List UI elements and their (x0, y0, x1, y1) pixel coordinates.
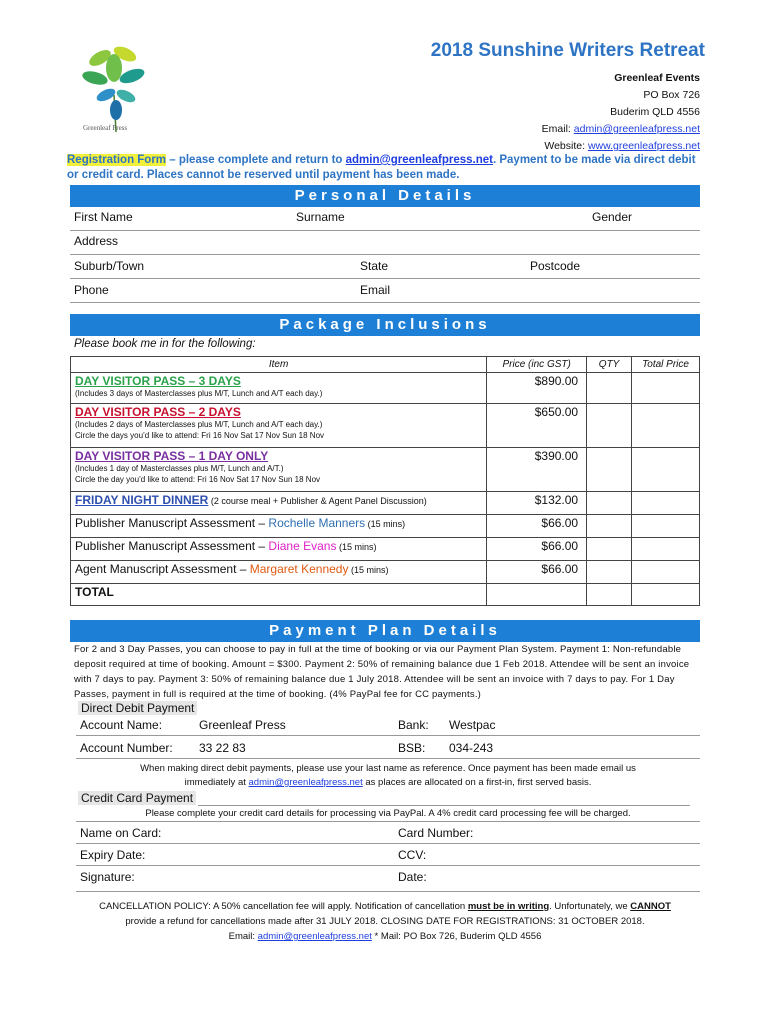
account-number-label: Account Number: (80, 741, 173, 755)
total-label: TOTAL (71, 584, 487, 606)
cancel-text: CANCELLATION POLICY: A 50% cancellation fee will apply. Notification of cancellation (99, 901, 468, 912)
dinner-name: FRIDAY NIGHT DINNER (75, 493, 209, 507)
table-row (71, 538, 700, 561)
payment-plan-text: For 2 and 3 Day Passes, you can choose to pay in full at the time of booking or via our Payment Plan System. Payment 1: Non-refundable deposit required at time of booking. Amount = $300. Payment 2: 50% of remaining balance due 1 Feb 2018. Attendee will be sent an invoice with 7 days to pay. Payment 3: 50% of remaining balance due 1 July 2018. Attendee will be sent an invoice with 7 days to pay. For 1 Day Passes, payment in full is required at the time of booking. (4% PayPal fee for CC payments.) (74, 644, 690, 700)
qty-cell[interactable] (587, 448, 632, 492)
item-price: $390.00 (487, 448, 587, 492)
cancel-email-link[interactable]: admin@greenleafpress.net (257, 931, 372, 942)
assessor-name: Margaret Kennedy (249, 562, 349, 576)
phone-label: Phone (74, 283, 109, 297)
table-row (71, 515, 700, 538)
account-name-label: Account Name: (80, 718, 163, 732)
total-cell[interactable] (632, 404, 700, 448)
cancel-text: . Unfortunately, we (549, 901, 631, 912)
cancel-line-3 (70, 929, 700, 944)
direct-debit-title (78, 701, 197, 715)
table-header-row (71, 357, 700, 373)
item-price: $132.00 (487, 492, 587, 515)
registration-instructions (67, 153, 707, 183)
item-price: $66.00 (487, 561, 587, 584)
col-total: Total Price (632, 357, 700, 373)
divider (76, 843, 700, 844)
divider (198, 805, 690, 806)
item-note: (Includes 3 days of Masterclasses plus M/T, Lunch and A/T each day.) (75, 389, 323, 398)
grand-total-cell[interactable] (632, 584, 700, 606)
cancel-bold: CANNOT (630, 901, 671, 912)
cancel-line-1 (70, 899, 700, 914)
email-label: Email: (541, 123, 574, 135)
signature-label: Signature: (80, 870, 135, 884)
assess-prefix: Publisher Manuscript Assessment – (75, 516, 269, 530)
item-name: DAY VISITOR PASS – 3 DAYS (75, 374, 241, 388)
email-label: Email: (228, 931, 258, 942)
bsb-label: BSB: (398, 741, 426, 755)
postcode-label: Postcode (530, 259, 581, 273)
dd-email-link[interactable]: admin@greenleafpress.net (248, 777, 363, 788)
assess-note: (15 mins) (365, 519, 406, 529)
date-label: Date: (398, 870, 427, 884)
personal-details-banner: Personal Details (70, 185, 700, 207)
item-price: $890.00 (487, 373, 587, 404)
assessor-name: Diane Evans (268, 539, 337, 553)
name-on-card-label: Name on Card: (80, 826, 162, 840)
state-label: State (360, 259, 389, 273)
cancel-line-2: provide a refund for cancellations made after 31 JULY 2018. CLOSING DATE FOR REGISTRATIONS: 31 OCTOBER 2018. (125, 916, 645, 927)
gender-label: Gender (592, 210, 633, 224)
empty-cell (487, 584, 587, 606)
total-cell[interactable] (632, 538, 700, 561)
col-item: Item (71, 357, 487, 373)
total-cell[interactable] (632, 561, 700, 584)
qty-cell[interactable] (587, 373, 632, 404)
expiry-date-label: Expiry Date: (80, 848, 146, 862)
qty-cell[interactable] (587, 492, 632, 515)
payment-plan-banner: Payment Plan Details (70, 620, 700, 642)
total-cell[interactable] (632, 373, 700, 404)
bsb-value: 034-243 (449, 741, 494, 755)
qty-cell[interactable] (587, 538, 632, 561)
cancellation-policy (70, 899, 700, 944)
cancel-bold: must be in writing (467, 901, 550, 912)
item-price: $66.00 (487, 538, 587, 561)
table-row (71, 492, 700, 515)
org-email-link[interactable]: admin@greenleafpress.net (573, 123, 700, 135)
divider (70, 230, 700, 231)
direct-debit-note (76, 762, 700, 790)
divider (76, 891, 700, 892)
divider (76, 865, 700, 866)
org-city: Buderim QLD 4556 (610, 106, 700, 118)
mail-address: * Mail: PO Box 726, Buderim QLD 4556 (371, 931, 542, 942)
col-price: Price (inc GST) (487, 357, 587, 373)
table-row (71, 448, 700, 492)
assess-note: (15 mins) (348, 565, 389, 575)
divider (76, 735, 700, 736)
table-row (71, 404, 700, 448)
total-cell[interactable] (632, 515, 700, 538)
surname-label: Surname (296, 210, 345, 224)
item-note: Circle the day you’d like to attend: Fri 16 Nov Sat 17 Nov Sun 18 Nov (75, 475, 321, 484)
item-price: $650.00 (487, 404, 587, 448)
col-qty: QTY (587, 357, 632, 373)
divider (76, 758, 700, 759)
table-row (71, 561, 700, 584)
assess-prefix: Publisher Manuscript Assessment – (75, 539, 269, 553)
bank-value: Westpac (449, 718, 496, 732)
reg-text-2: . Payment to be made via direct debit or credit card. Places cannot be reserved until payment has been made. (67, 154, 696, 181)
divider (76, 821, 700, 822)
total-cell[interactable] (632, 448, 700, 492)
package-intro: Please book me in for the following: (74, 338, 256, 350)
item-price: $66.00 (487, 515, 587, 538)
account-name-value: Greenleaf Press (199, 718, 286, 732)
org-email-line (440, 121, 700, 138)
page-title: 2018 Sunshine Writers Retreat (430, 40, 705, 61)
item-name: DAY VISITOR PASS – 2 DAYS (75, 405, 241, 419)
dd-note-line-2 (76, 776, 700, 790)
suburb-label: Suburb/Town (74, 259, 145, 273)
credit-card-title (78, 791, 196, 805)
divider (70, 302, 700, 303)
credit-card-note: Please complete your credit card details for processing via PayPal. A 4% credit card processing fee will be charged. (145, 808, 631, 819)
org-address (440, 70, 700, 155)
qty-cell[interactable] (587, 561, 632, 584)
card-number-label: Card Number: (398, 826, 474, 840)
org-name: Greenleaf Events (614, 72, 700, 84)
package-inclusions-banner: Package Inclusions (70, 314, 700, 336)
logo-text: Greenleaf Press (83, 124, 128, 132)
email-label: Email (360, 283, 391, 297)
assess-note: (15 mins) (336, 542, 377, 552)
bank-label: Bank: (398, 718, 429, 732)
table-row (71, 373, 700, 404)
website-label: Website: (544, 140, 588, 152)
qty-cell[interactable] (587, 515, 632, 538)
total-row (71, 584, 700, 606)
assess-prefix: Agent Manuscript Assessment – (75, 562, 250, 576)
reg-text-1: – please complete and return to (166, 154, 346, 166)
org-website-link[interactable]: www.greenleafpress.net (587, 140, 700, 152)
item-note: (Includes 1 day of Masterclasses plus M/T, Lunch and A/T.) (75, 464, 284, 473)
divider (70, 254, 700, 255)
credit-card-label: Credit Card Payment (78, 791, 196, 805)
address-label: Address (74, 234, 119, 248)
account-number-value: 33 22 83 (199, 741, 246, 755)
ccv-label: CCV: (398, 848, 427, 862)
dd-note-text: as places are allocated on a first-in, first served basis. (362, 777, 592, 788)
dinner-note: (2 course meal + Publisher & Agent Panel Discussion) (208, 496, 427, 506)
item-name: DAY VISITOR PASS – 1 DAY ONLY (75, 449, 269, 463)
dd-note-line-1: When making direct debit payments, please use your last name as reference. Once payment has been made email us (140, 763, 636, 774)
divider (70, 278, 700, 279)
reg-email-link[interactable]: admin@greenleafpress.net (345, 154, 493, 166)
item-note: Circle the days you’d like to attend: Fri 16 Nov Sat 17 Nov Sun 18 Nov (75, 431, 325, 440)
po-box: PO Box 726 (643, 89, 700, 101)
registration-form-label: Registration Form (67, 154, 167, 166)
dd-note-text: immediately at (184, 777, 249, 788)
qty-cell[interactable] (587, 404, 632, 448)
item-note: (Includes 2 days of Masterclasses plus M/T, Lunch and A/T each day.) (75, 420, 323, 429)
package-table (70, 356, 700, 606)
assessor-name: Rochelle Manners (268, 516, 366, 530)
total-cell[interactable] (632, 492, 700, 515)
direct-debit-label: Direct Debit Payment (78, 701, 197, 715)
empty-cell (587, 584, 632, 606)
first-name-label: First Name (74, 210, 133, 224)
